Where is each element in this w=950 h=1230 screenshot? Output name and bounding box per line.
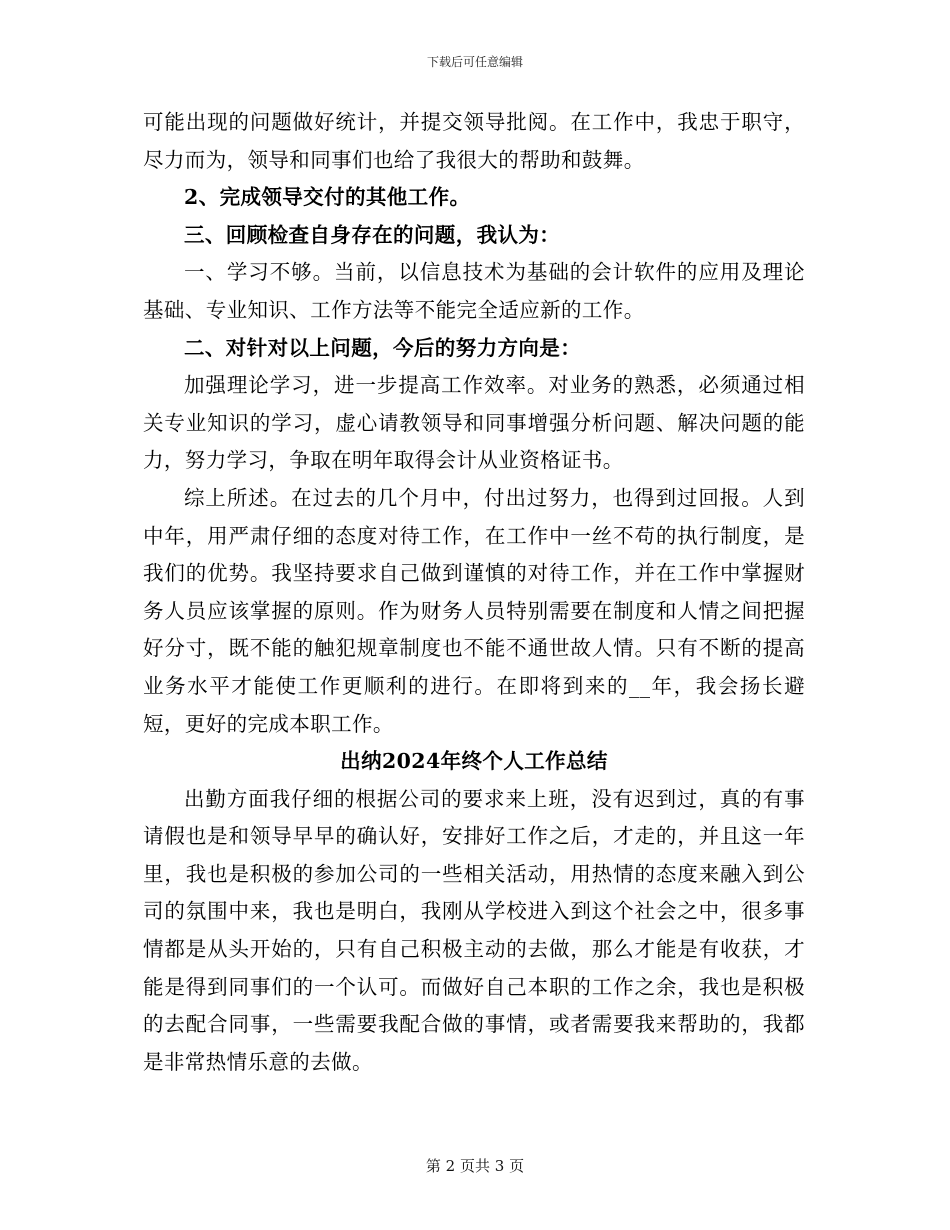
document-title: 出纳2024年终个人工作总结 [340, 749, 608, 774]
paragraph-continuation: 可能出现的问题做好统计，并提交领导批阅。在工作中，我忠于职守，尽力而为，领导和同事们也给了我很大的帮助和鼓舞。 [143, 110, 805, 172]
list-item-heading: 2、完成领导交付的其他工作。 [184, 185, 471, 210]
page-footer: 第 2 页共 3 页 [425, 1157, 525, 1175]
page-header: 下载后可任意编辑 [426, 55, 523, 69]
paragraph-summary: 综上所述。在过去的几个月中，付出过努力，也得到过回报。人到中年，用严肃仔细的态度对待工作，在工作中一丝不苟的执行制度，是我们的优势。我坚持要求自己做到谨慎的对待工作，并在工作中掌握财务人员应该掌握的原则。作为财务人员特别需要在制度和人情之间把握好分寸，既不能的触犯规章制度也不能不通世故人情。只有不断的提高业务水平才能使工作更顺利的进行。在即将到来的__年，我会扬长避短，更好的完成本职工作。 [143, 485, 805, 736]
section-heading-problems: 三、回顾检查自身存在的问题，我认为： [184, 222, 561, 247]
paragraph-theory: 加强理论学习，进一步提高工作效率。对业务的熟悉，必须通过相关专业知识的学习，虚心请教领导和同事增强分析问题、解决问题的能力，努力学习，争取在明年取得会计从业资格证书。 [143, 373, 805, 473]
paragraph-attendance: 出勤方面我仔细的根据公司的要求来上班，没有迟到过，真的有事请假也是和领导早早的确认好，安排好工作之后，才走的，并且这一年里，我也是积极的参加公司的一些相关活动，用热情的态度来融入到公司的氛围中来，我也是明白，我刚从学校进入到这个社会之中，很多事情都是从头开始的，只有自己积极主动的去做，那么才能是有收获，才能是得到同事们的一个认可。而做好自己本职的工作之余，我也是积极的去配合同事，一些需要我配合做的事情，或者需要我来帮助的，我都是非常热情乐意的去做。 [143, 786, 805, 1074]
document-body [143, 104, 805, 1081]
section-heading-direction: 二、对针对以上问题，今后的努力方向是： [184, 335, 582, 360]
paragraph-learning: 一、学习不够。当前，以信息技术为基础的会计软件的应用及理论基础、专业知识、工作方法等不能完全适应新的工作。 [143, 260, 805, 322]
